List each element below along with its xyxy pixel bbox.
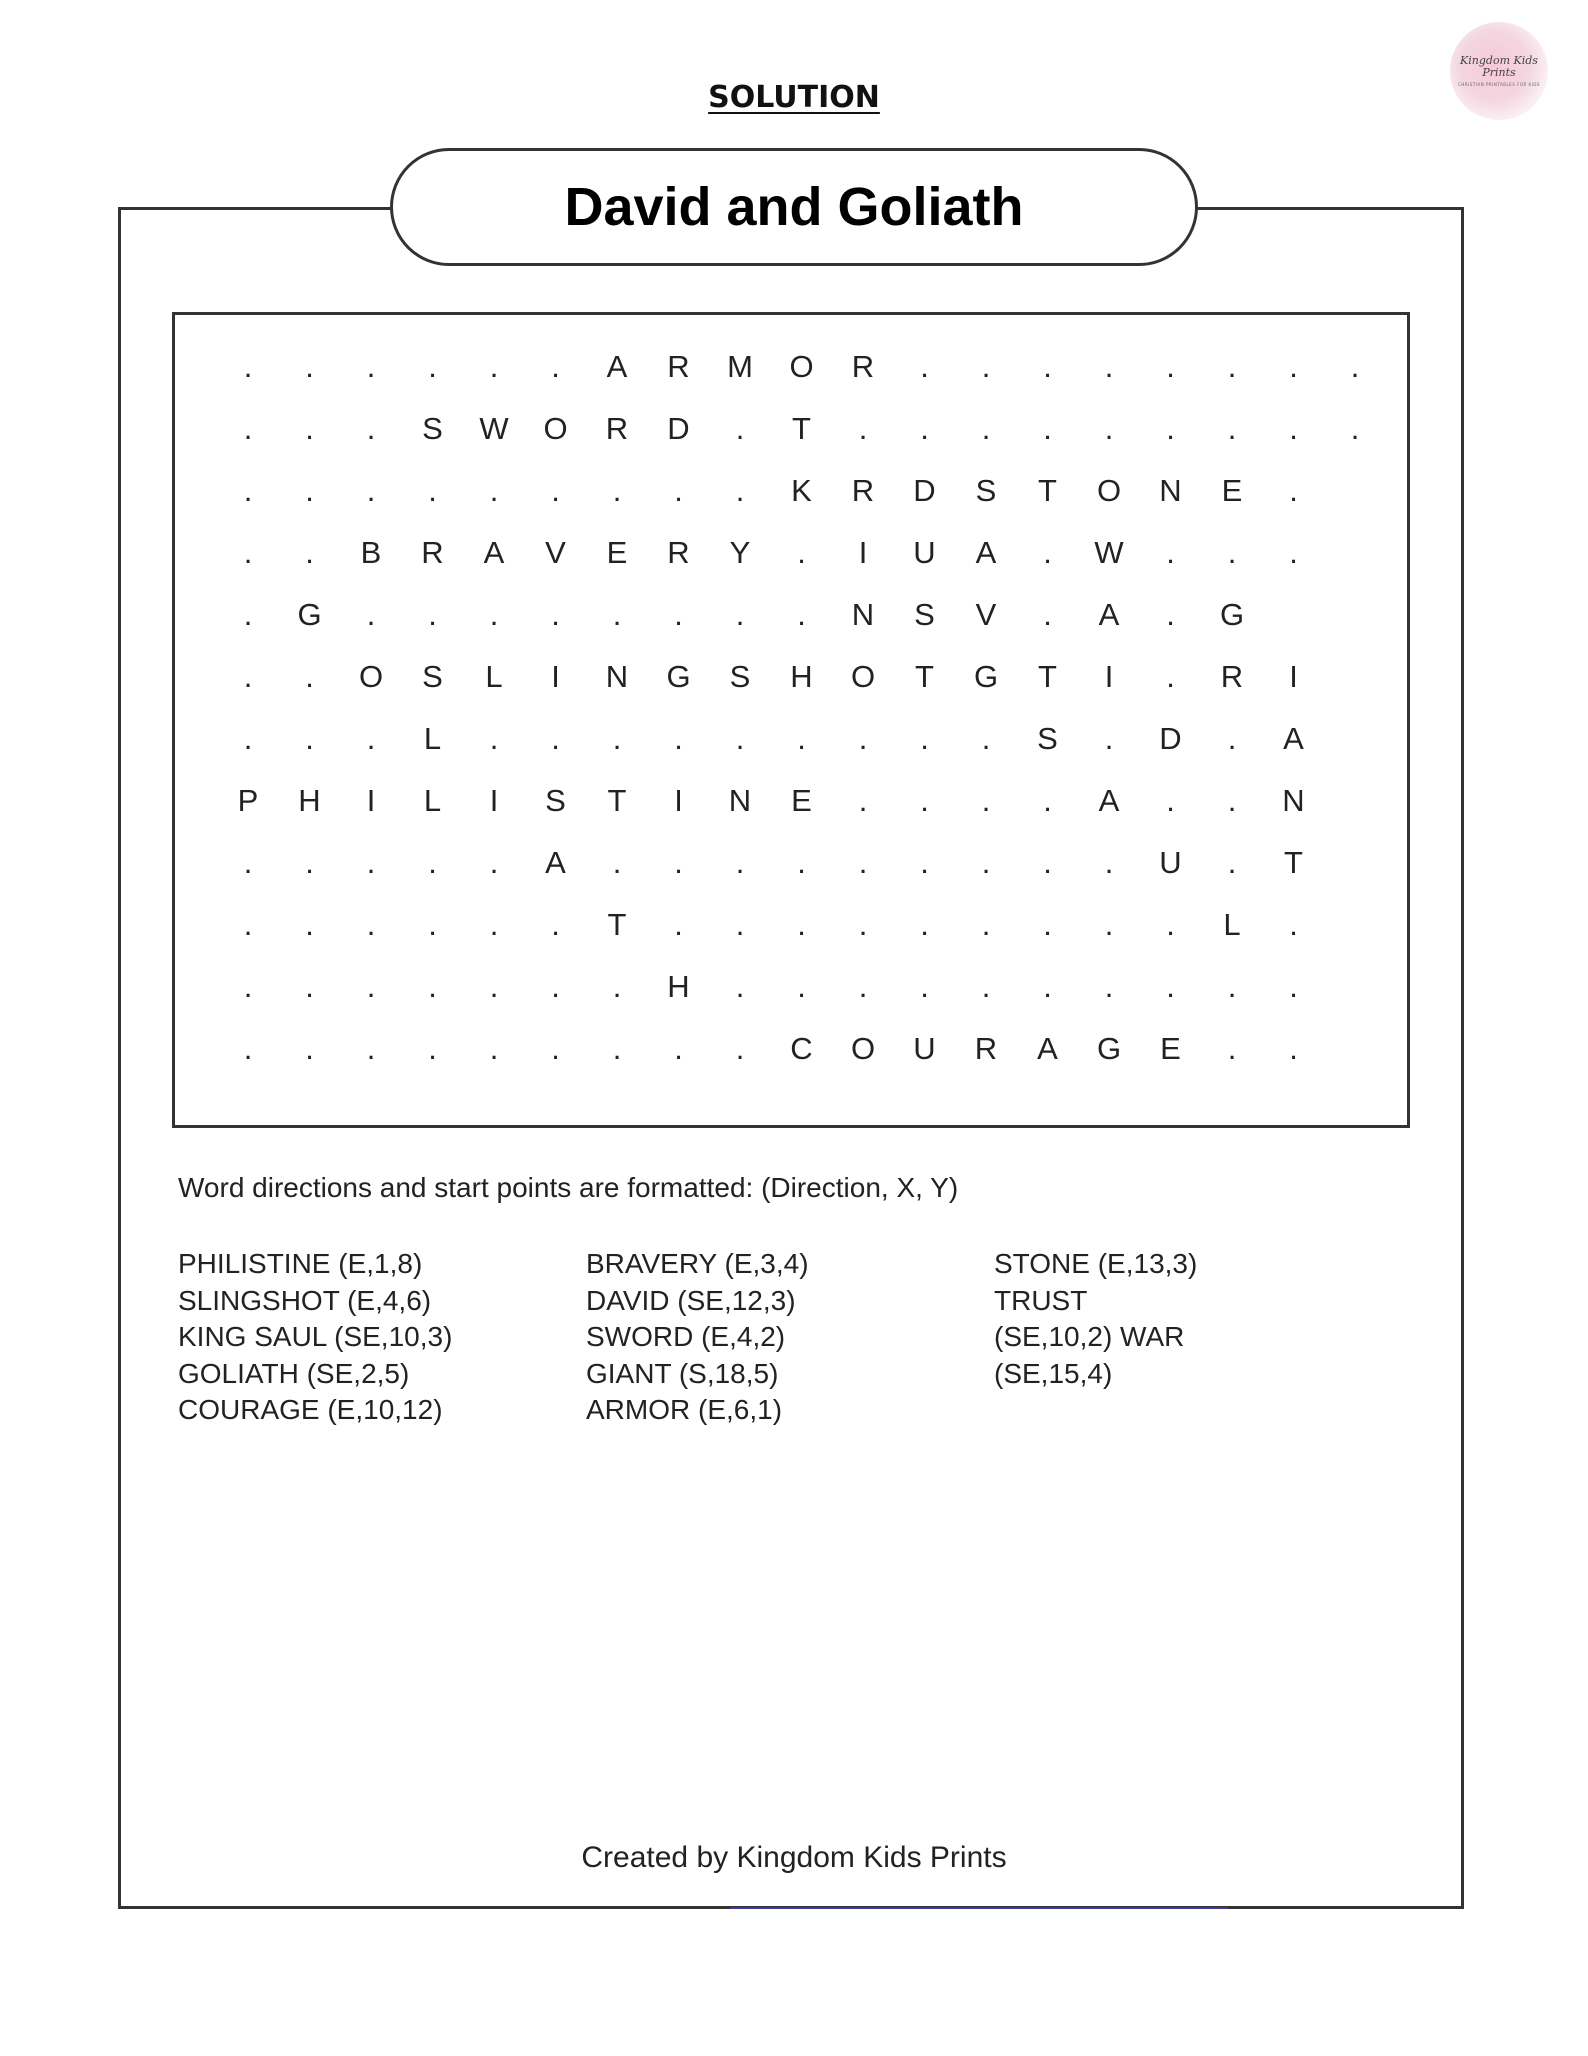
grid-cell: . <box>243 845 253 880</box>
grid-cell: I <box>551 659 560 694</box>
grid-cell: H <box>790 659 813 694</box>
grid-cell: D <box>913 473 936 508</box>
grid-cell: . <box>1043 597 1052 632</box>
grid-cell: . <box>1166 907 1175 942</box>
grid-cell: . <box>1227 349 1237 384</box>
word-list-item: STONE (E,13,3) <box>994 1248 1198 1279</box>
word-list-item: SWORD (E,4,2) <box>586 1321 786 1352</box>
grid-cell: A <box>1283 721 1304 756</box>
grid-cell: P <box>237 783 259 818</box>
grid-cell: . <box>243 473 253 508</box>
grid-cell: . <box>489 349 499 384</box>
grid-cell: . <box>981 969 991 1004</box>
grid-cell: . <box>1104 721 1114 756</box>
grid-cell: G <box>973 659 999 694</box>
grid-cell: . <box>428 969 437 1004</box>
grid-cell: . <box>797 907 806 942</box>
grid-cell: . <box>1104 411 1114 446</box>
grid-cell: . <box>981 907 991 942</box>
footer-credit: Created by Kingdom Kids Prints <box>581 1841 1007 1874</box>
grid-cell: O <box>789 349 814 384</box>
grid-cell: . <box>981 845 991 880</box>
grid-cell: . <box>674 1031 683 1066</box>
grid-cell: . <box>797 535 806 570</box>
grid-cell: . <box>551 597 560 632</box>
grid-cell: . <box>366 349 376 384</box>
grid-cell: . <box>366 597 376 632</box>
solution-label: SOLUTION <box>708 80 880 115</box>
grid-cell: O <box>543 411 568 446</box>
grid-cell: H <box>298 783 321 818</box>
grid-cell: S <box>422 659 443 694</box>
title-banner <box>390 148 1198 266</box>
grid-cell: . <box>920 411 929 446</box>
grid-cell: . <box>612 473 622 508</box>
grid-cell: . <box>243 411 253 446</box>
grid-cell: . <box>551 349 560 384</box>
page-title: David and Goliath <box>564 177 1024 237</box>
grid-cell: . <box>428 473 437 508</box>
grid-cell: I <box>1104 659 1114 694</box>
grid-cell: T <box>1038 473 1057 508</box>
grid-cell: . <box>551 721 560 756</box>
grid-cell: T <box>1284 845 1303 880</box>
grid-cell: A <box>606 349 628 384</box>
grid-cell: T <box>607 783 627 818</box>
grid-cell: E <box>791 783 812 818</box>
grid-cell: . <box>858 721 868 756</box>
grid-cell: . <box>305 845 314 880</box>
grid-cell: . <box>1043 845 1052 880</box>
grid-cell: . <box>920 783 929 818</box>
grid-cell: R <box>421 535 444 570</box>
grid-cell: O <box>358 659 384 694</box>
grid-cell: . <box>1227 535 1237 570</box>
grid-cell: S <box>545 783 566 818</box>
grid-cell: . <box>858 845 868 880</box>
grid-cell: . <box>981 411 991 446</box>
grid-cell: U <box>1159 845 1182 880</box>
grid-cell: . <box>305 349 314 384</box>
grid-cell: A <box>975 535 997 570</box>
grid-cell: O <box>1096 473 1122 508</box>
grid-cell: . <box>797 969 806 1004</box>
grid-cell: . <box>1043 783 1052 818</box>
grid-cell: E <box>1221 473 1243 508</box>
grid-cell: . <box>797 597 806 632</box>
grid-cell: G <box>1096 1031 1122 1066</box>
grid-cell: T <box>607 907 627 942</box>
grid-cell: . <box>735 597 745 632</box>
grid-cell: A <box>1098 597 1120 632</box>
grid-cell: C <box>790 1031 813 1066</box>
word-list-item: SLINGSHOT (E,4,6) <box>178 1284 432 1316</box>
word-list-item: (SE,15,4) <box>994 1357 1113 1389</box>
grid-cell: U <box>913 535 936 570</box>
grid-cell: . <box>981 721 991 756</box>
grid-cell: S <box>729 659 751 694</box>
grid-cell: . <box>674 907 683 942</box>
grid-cell: I <box>1289 659 1298 694</box>
grid-cell: . <box>551 907 560 942</box>
grid-cell: . <box>305 969 314 1004</box>
word-list-item: GOLIATH (SE,2,5) <box>178 1357 410 1389</box>
grid-cell: . <box>674 597 683 632</box>
grid-cell: . <box>920 969 929 1004</box>
grid-cell: . <box>366 969 376 1004</box>
grid-cell: . <box>1289 1031 1298 1066</box>
grid-cell: T <box>1038 659 1057 694</box>
grid-cell: I <box>489 783 499 818</box>
grid-cell: . <box>1350 349 1360 384</box>
grid-cell: . <box>735 1031 745 1066</box>
grid-cell: S <box>422 411 443 446</box>
grid-cell: E <box>606 535 628 570</box>
grid-cell: . <box>1227 783 1237 818</box>
grid-cell: . <box>1043 907 1052 942</box>
grid-cell: . <box>366 411 376 446</box>
grid-cell: . <box>243 659 253 694</box>
grid-cell: . <box>1227 845 1237 880</box>
grid-cell: . <box>428 907 437 942</box>
grid-cell: . <box>489 969 499 1004</box>
grid-cell: . <box>735 969 745 1004</box>
grid-cell: . <box>1166 411 1175 446</box>
grid-cell: . <box>735 845 745 880</box>
word-list-column-3 <box>994 1246 1197 1392</box>
grid-cell: . <box>1227 969 1237 1004</box>
grid-cell: R <box>974 1031 998 1066</box>
grid-cell: . <box>858 411 868 446</box>
word-list-item: TRUST <box>994 1284 1088 1316</box>
grid-cell: I <box>674 783 683 818</box>
grid-cell: . <box>1289 535 1298 570</box>
word-list-item: GIANT (S,18,5) <box>586 1357 779 1389</box>
grid-cell: D <box>1159 721 1182 756</box>
grid-cell: G <box>666 659 691 694</box>
grid-cell: . <box>305 535 314 570</box>
grid-cell: . <box>1350 411 1360 446</box>
grid-cell: . <box>920 349 929 384</box>
grid-cell: L <box>1223 907 1241 942</box>
grid-cell: L <box>423 721 442 756</box>
grid-cell: . <box>305 659 314 694</box>
grid-cell: N <box>605 659 629 694</box>
grid-cell: T <box>915 659 934 694</box>
word-list-item: DAVID (SE,12,3) <box>586 1284 796 1316</box>
grid-cell: . <box>1166 659 1175 694</box>
grid-cell: V <box>545 535 566 570</box>
grid-cell: R <box>851 349 875 384</box>
word-list-item: ARMOR (E,6,1) <box>586 1394 783 1425</box>
grid-cell: N <box>1282 783 1305 818</box>
grid-cell: . <box>366 845 376 880</box>
grid-cell: A <box>1037 1031 1058 1066</box>
grid-cell: . <box>1289 969 1298 1004</box>
grid-cell: L <box>485 659 503 694</box>
grid-cell: . <box>858 907 868 942</box>
grid-cell: . <box>243 349 253 384</box>
word-list-column-1 <box>178 1246 452 1429</box>
grid-cell: . <box>612 1031 622 1066</box>
grid-cell: . <box>243 907 253 942</box>
grid-cell: S <box>975 473 997 508</box>
grid-cell: . <box>1289 907 1298 942</box>
grid-cell: . <box>366 721 376 756</box>
grid-cell: . <box>1166 969 1175 1004</box>
grid-cell: . <box>305 1031 314 1066</box>
grid-cell: Y <box>729 535 751 570</box>
grid-cell: . <box>1043 535 1052 570</box>
grid-cell: B <box>360 535 382 570</box>
grid-cell: W <box>479 411 509 446</box>
grid-cell: G <box>1219 597 1245 632</box>
grid-cell: A <box>483 535 505 570</box>
grid-cell: . <box>1289 473 1298 508</box>
grid-cell: . <box>551 473 560 508</box>
grid-cell: . <box>551 1031 560 1066</box>
grid-cell: L <box>423 783 442 818</box>
grid-cell: . <box>305 721 314 756</box>
grid-cell: . <box>735 907 745 942</box>
grid-cell: . <box>551 969 560 1004</box>
grid-cell: T <box>792 411 811 446</box>
grid-cell: E <box>1160 1031 1181 1066</box>
grid-cell: . <box>428 349 437 384</box>
grid-cell: . <box>1227 721 1237 756</box>
grid-cell: . <box>981 349 991 384</box>
grid-cell: O <box>850 659 876 694</box>
word-list-item: BRAVERY (E,3,4) <box>586 1248 809 1279</box>
grid-cell: . <box>243 1031 253 1066</box>
grid-cell: . <box>981 783 991 818</box>
grid-cell: . <box>305 907 314 942</box>
grid-cell: . <box>243 969 253 1004</box>
grid-cell: S <box>1037 721 1058 756</box>
logo-text: Kingdom Kids Prints <box>1460 54 1538 79</box>
grid-cell: . <box>858 969 868 1004</box>
grid-cell: . <box>366 1031 376 1066</box>
grid-cell: . <box>920 907 929 942</box>
word-list-item: (SE,10,2) WAR <box>994 1321 1185 1352</box>
footer-link-underline[interactable] <box>730 1907 1228 1909</box>
grid-cell: . <box>612 597 622 632</box>
grid-cell: . <box>489 721 499 756</box>
grid-cell: . <box>1104 349 1114 384</box>
grid-cell: . <box>1166 535 1175 570</box>
grid-cell: U <box>913 1031 936 1066</box>
grid-cell: R <box>667 349 690 384</box>
grid-cell: . <box>612 721 622 756</box>
grid-cell: . <box>428 1031 437 1066</box>
grid-cell: . <box>243 535 253 570</box>
grid-cell: . <box>1227 1031 1237 1066</box>
grid-cell: . <box>612 845 622 880</box>
grid-cell: . <box>674 473 683 508</box>
grid-cell: . <box>1166 349 1175 384</box>
grid-cell: . <box>366 907 376 942</box>
grid-cell: N <box>1159 473 1182 508</box>
grid-cell: . <box>428 845 437 880</box>
grid-cell: . <box>305 473 314 508</box>
grid-cell: . <box>1166 783 1175 818</box>
word-list-column-2 <box>586 1246 809 1429</box>
grid-cell: . <box>1104 907 1114 942</box>
grid-cell: R <box>605 411 629 446</box>
grid-cell: . <box>612 969 622 1004</box>
grid-cell: . <box>1289 349 1298 384</box>
grid-cell: . <box>735 721 745 756</box>
grid-cell: A <box>545 845 566 880</box>
word-list-item: PHILISTINE (E,1,8) <box>178 1248 423 1279</box>
grid-cell: . <box>428 597 437 632</box>
grid-cell: . <box>1289 411 1298 446</box>
grid-cell: R <box>851 473 875 508</box>
grid-cell: . <box>1166 597 1175 632</box>
grid-cell: . <box>489 597 499 632</box>
instructions-text: Word directions and start points are formatted: (Direction, X, Y) <box>178 1172 959 1203</box>
grid-cell: . <box>920 721 929 756</box>
grid-cell: W <box>1094 535 1124 570</box>
grid-cell: . <box>674 845 683 880</box>
grid-cell: V <box>975 597 997 632</box>
grid-cell: G <box>297 597 322 632</box>
grid-cell: A <box>1098 783 1120 818</box>
grid-cell: . <box>243 597 253 632</box>
grid-cell: . <box>735 411 745 446</box>
grid-cell: . <box>489 473 499 508</box>
grid-cell: . <box>366 473 376 508</box>
word-list-item: KING SAUL (SE,10,3) <box>178 1321 453 1352</box>
grid-cell: . <box>489 907 499 942</box>
grid-cell: . <box>735 473 745 508</box>
grid-cell: . <box>1104 845 1114 880</box>
grid-cell: . <box>305 411 314 446</box>
grid-cell: R <box>1220 659 1244 694</box>
grid-cell: . <box>243 721 253 756</box>
grid-cell: O <box>850 1031 876 1066</box>
grid-cell: . <box>1043 411 1052 446</box>
grid-cell: . <box>1043 349 1052 384</box>
grid-cell: . <box>674 721 683 756</box>
word-list-item: COURAGE (E,10,12) <box>178 1394 443 1425</box>
grid-cell: . <box>489 1031 499 1066</box>
grid-cell: I <box>858 535 868 570</box>
grid-cell: I <box>366 783 376 818</box>
grid-cell: N <box>728 783 752 818</box>
grid-cell: . <box>797 721 806 756</box>
logo-tagline: CHRISTIAN PRINTABLES FOR KIDS <box>1458 82 1540 87</box>
grid-cell: . <box>1043 969 1052 1004</box>
grid-cell: D <box>667 411 690 446</box>
grid-cell: N <box>851 597 875 632</box>
grid-cell: . <box>1104 969 1114 1004</box>
grid-cell: S <box>914 597 935 632</box>
grid-cell: . <box>858 783 868 818</box>
grid-cell: H <box>667 969 690 1004</box>
grid-cell: . <box>1227 411 1237 446</box>
grid-cell: . <box>489 845 499 880</box>
grid-cell: . <box>920 845 929 880</box>
grid-cell: . <box>797 845 806 880</box>
grid-cell: R <box>667 535 690 570</box>
grid-cell: M <box>727 349 753 384</box>
grid-cell: K <box>791 473 812 508</box>
